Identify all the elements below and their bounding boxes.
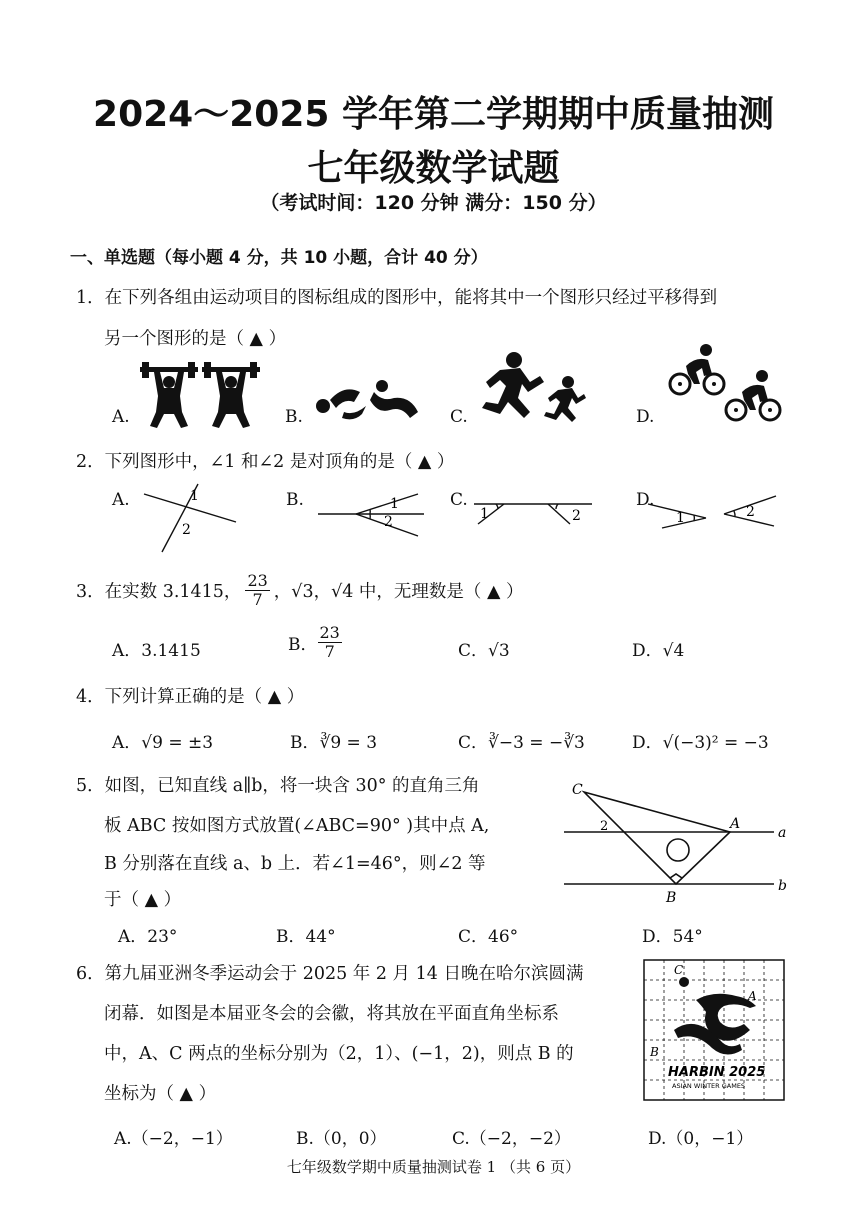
svg-text:1: 1 <box>480 506 489 522</box>
q4-option-d: D．√(−3)² = −3 <box>632 733 769 753</box>
exam-subject-title: 七年级数学试题 <box>307 148 560 189</box>
q1-option-a-label: A. <box>112 407 130 427</box>
svg-text:a: a <box>778 825 787 841</box>
q2-option-b-label: B. <box>286 490 304 510</box>
q2-stem: 2．下列图形中，∠1 和∠2 是对顶角的是（ ▲ ） <box>76 452 455 472</box>
svg-text:B: B <box>650 1045 659 1059</box>
q3-option-a: A．3.1415 <box>112 641 201 661</box>
q3-fraction <box>245 572 269 608</box>
q3-option-b <box>288 624 342 660</box>
svg-text:2: 2 <box>746 504 755 520</box>
q3-fraction-numerator: 23 <box>247 571 268 590</box>
gymnast-icon <box>314 372 424 424</box>
q2-option-c-label: C. <box>450 490 468 510</box>
q4-option-a: A．√9 = ±3 <box>112 733 214 753</box>
svg-text:A: A <box>748 989 757 1003</box>
cyclist-icon <box>666 344 788 424</box>
q3-stem-rest: ，√3，√4 中，无理数是（ ▲ ） <box>273 581 524 602</box>
q5-stem-line3: B 分别落在直线 a、b 上．若∠1=46°，则∠2 等 <box>104 854 486 874</box>
svg-text:1: 1 <box>190 488 199 504</box>
q3-option-b-fraction <box>318 624 342 660</box>
q3-fraction-denominator: 7 <box>252 589 263 609</box>
q6-stem-line4: 坐标为（ ▲ ） <box>104 1084 217 1104</box>
svg-text:1: 1 <box>390 496 399 512</box>
q6-stem-line3: 中，A、C 两点的坐标分别为（2，1）、(−1，2)，则点 B 的 <box>104 1044 574 1064</box>
q3-stem-prefix: 3．在实数 3.1415， <box>76 581 242 602</box>
svg-text:C: C <box>674 963 684 977</box>
svg-text:ASIAN WINTER GAMES: ASIAN WINTER GAMES <box>672 1082 746 1090</box>
weightlifter-icon <box>138 362 263 430</box>
q2-option-d-label: D. <box>636 490 655 510</box>
q3-stem <box>76 572 524 608</box>
q6-option-c: C.（−2，−2） <box>452 1129 571 1149</box>
q3-option-d: D．√4 <box>632 641 685 661</box>
q2-figure-b <box>318 494 428 542</box>
runner-icon <box>478 352 590 428</box>
q6-stem-line1: 6．第九届亚洲冬季运动会于 2025 年 2 月 14 日晚在哈尔滨圆满 <box>76 964 584 984</box>
q5-option-c: C．46° <box>458 927 519 947</box>
q6-option-a: A.（−2，−1） <box>114 1129 233 1149</box>
q2-figure-a <box>140 482 240 554</box>
q1-option-b-label: B. <box>285 407 303 427</box>
q6-option-b: B.（0，0） <box>296 1129 387 1149</box>
section-heading: 一、单选题（每小题 4 分，共 10 小题，合计 40 分） <box>70 248 488 268</box>
q1-stem-line1: 1．在下列各组由运动项目的图标组成的图形中，能将其中一个图形只经过平移得到 <box>76 288 718 308</box>
q5-option-b: B．44° <box>276 927 336 947</box>
asian-winter-games-emblem-figure <box>644 960 784 1100</box>
exam-title: 2024～2025 学年第二学期期中质量抽测 <box>93 94 774 135</box>
q3-option-b-numerator: 23 <box>319 623 340 642</box>
q5-stem-line2: 板 ABC 按如图方式放置(∠ABC=90° )其中点 A, <box>104 816 490 836</box>
q1-stem-line2: 另一个图形的是（ ▲ ） <box>104 329 287 349</box>
q2-figure-c <box>474 500 594 530</box>
q5-option-d: D．54° <box>642 927 703 947</box>
q4-stem: 4．下列计算正确的是（ ▲ ） <box>76 687 305 707</box>
svg-text:2: 2 <box>384 514 393 530</box>
q3-option-b-label: B． <box>288 634 318 655</box>
q6-option-d: D.（0，−1） <box>648 1129 754 1149</box>
q3-option-b-denominator: 7 <box>324 641 335 661</box>
q5-stem-line1: 5．如图，已知直线 a∥b，将一块含 30° 的直角三角 <box>76 776 480 796</box>
q2-option-a-label: A. <box>112 490 130 510</box>
q2-figure-d <box>648 494 778 532</box>
q1-option-c-label: C. <box>450 407 468 427</box>
svg-text:2: 2 <box>182 522 191 538</box>
svg-text:B: B <box>666 890 677 906</box>
page-footer: 七年级数学期中质量抽测试卷 1 （共 6 页） <box>286 1158 581 1176</box>
q5-triangle-figure <box>560 780 800 910</box>
q5-stem-line4: 于（ ▲ ） <box>104 890 182 910</box>
svg-text:1: 1 <box>676 510 685 526</box>
q6-stem-line2: 闭幕．如图是本届亚冬会的会徽，将其放在平面直角坐标系 <box>104 1004 559 1024</box>
svg-text:2: 2 <box>600 819 609 834</box>
q4-option-b: B．∛9 = 3 <box>290 733 378 753</box>
exam-info: （考试时间：120 分钟 满分：150 分） <box>260 192 607 214</box>
svg-text:C: C <box>572 782 583 798</box>
svg-text:b: b <box>778 878 787 894</box>
svg-text:2: 2 <box>572 508 581 524</box>
q4-option-c: C．∛−3 = −∛3 <box>458 733 585 753</box>
q1-option-d-label: D. <box>636 407 655 427</box>
svg-text:HARBIN 2025: HARBIN 2025 <box>668 1065 766 1080</box>
q5-option-a: A．23° <box>118 927 178 947</box>
q3-option-c: C．√3 <box>458 641 510 661</box>
svg-text:A: A <box>730 816 741 832</box>
